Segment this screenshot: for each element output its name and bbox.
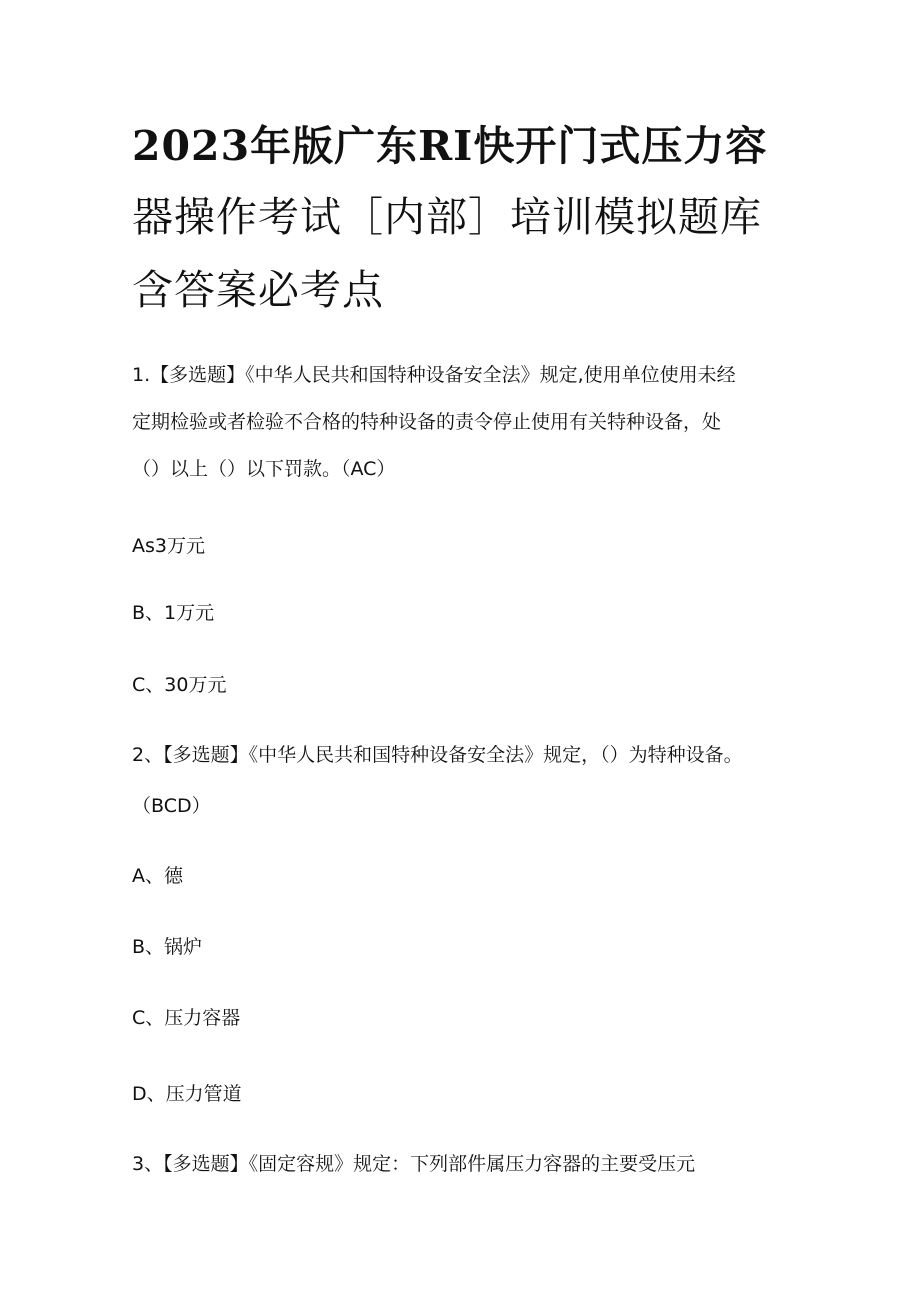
question-2-option-c: C、压力容器 (132, 1007, 241, 1029)
question-1-text-line-2: 定期检验或者检验不合格的特种设备的责令停止使用有关特种设备，处 (132, 411, 722, 433)
question-2-option-d: D、压力管道 (132, 1083, 242, 1105)
question-1-text-line-3: （）以上（）以下罚款。（AC） (132, 458, 396, 480)
question-1-text-line-1: 1.【多选题】《中华人民共和国特种设备安全法》规定,使用单位使用未经 (132, 364, 736, 386)
document-title-line-1: 2023年版广东RI快开门式压力容 (132, 122, 768, 170)
question-1-option-c: C、30万元 (132, 674, 227, 696)
document-title-line-2: 器操作考试［内部］培训模拟题库 (132, 193, 762, 241)
document-title-line-3: 含答案必考点 (132, 266, 384, 314)
question-1-option-a: As3万元 (132, 535, 205, 557)
question-3-text-line-1: 3、【多选题】《固定容规》规定：下列部件属压力容器的主要受压元 (132, 1153, 696, 1175)
question-2-text-line-1: 2、【多选题】《中华人民共和国特种设备安全法》规定，（）为特种设备。 (132, 744, 743, 766)
question-2-option-b: B、锅炉 (132, 936, 203, 958)
question-2-option-a: A、德 (132, 865, 183, 887)
question-1-option-b: B、1万元 (132, 602, 215, 624)
question-2-text-line-2: （BCD） (132, 795, 211, 817)
